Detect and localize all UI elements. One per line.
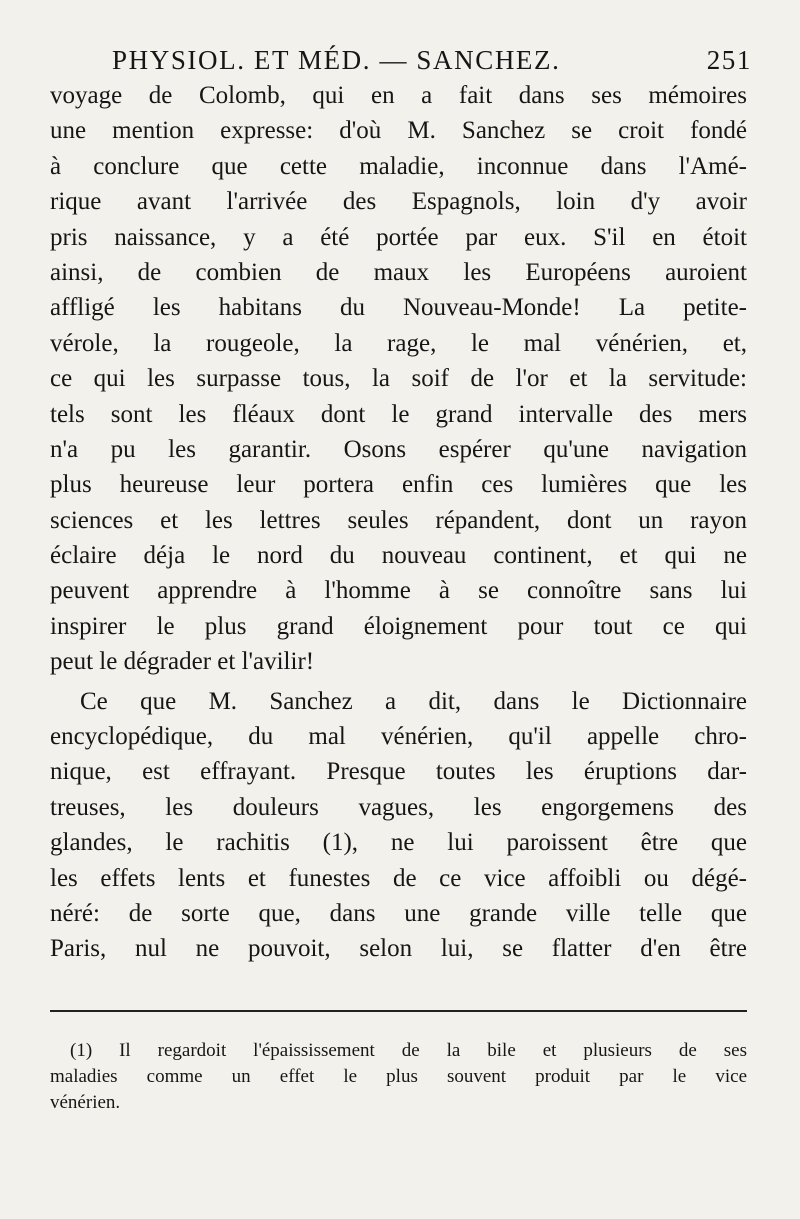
text-line: éclaire déja le nord du nouveau continent, et qui ne [50, 542, 747, 570]
text-line: vérole, la rougeole, la rage, le mal vénérien, et, [50, 329, 747, 357]
text-line: pris naissance, y a été portée par eux. S'il en étoit [50, 223, 747, 251]
text-line: voyage de Colomb, qui en a fait dans ses mémoires [50, 82, 747, 109]
text-line: Paris, nul ne pouvoit, selon lui, se flatter d'en être [50, 935, 747, 963]
text-line: une mention expresse: d'où M. Sanchez se croit fondé [50, 117, 747, 145]
text-line: Ce que M. Sanchez a dit, dans le Dictionnaire [80, 687, 747, 715]
running-title: PHYSIOL. ET MÉD. — SANCHEZ. [112, 44, 561, 75]
text-line: plus heureuse leur portera enfin ces lumières que les [50, 471, 747, 499]
text-line: inspirer le plus grand éloignement pour tout ce qui [50, 612, 747, 640]
text-line: encyclopédique, du mal vénérien, qu'il appelle chro- [50, 723, 747, 751]
text-line: nique, est effrayant. Presque toutes les éruptions dar- [50, 758, 747, 786]
text-line: peuvent apprendre à l'homme à se connoître sans lui [50, 577, 747, 605]
text-line: sciences et les lettres seules répandent, dont un rayon [50, 506, 747, 534]
paragraph-1 [50, 78, 747, 680]
text-line: ainsi, de combien de maux les Européens auroient [50, 258, 747, 286]
text-line: affligé les habitans du Nouveau-Monde! La petite- [50, 294, 747, 322]
footnote-divider [50, 1010, 747, 1012]
footnote [50, 1038, 747, 1116]
footnote-line: maladies comme un effet le plus souvent produit par le vice [50, 1066, 747, 1087]
page-number: 251 [706, 44, 752, 75]
running-header [112, 40, 752, 80]
text-line: rique avant l'arrivée des Espagnols, loin d'y avoir [50, 188, 747, 216]
text-line: glandes, le rachitis (1), ne lui paroissent être que [50, 829, 747, 857]
footnote-line: (1) Il regardoit l'épaississement de la bile et plusieurs de ses [70, 1040, 747, 1061]
text-line: les effets lents et funestes de ce vice affoibli ou dégé- [50, 864, 747, 892]
text-line: néré: de sorte que, dans une grande ville telle que [50, 899, 747, 927]
text-line: peut le dégrader et l'avilir! [50, 648, 315, 676]
text-line: tels sont les fléaux dont le grand intervalle des mers [50, 400, 747, 428]
paragraph-2 [50, 684, 747, 967]
footnote-line: vénérien. [50, 1092, 121, 1113]
text-line: ce qui les surpasse tous, la soif de l'or et la servitude: [50, 365, 747, 393]
text-line: treuses, les douleurs vagues, les engorgemens des [50, 793, 747, 821]
text-line: à conclure que cette maladie, inconnue dans l'Amé- [50, 152, 747, 180]
text-line: n'a pu les garantir. Osons espérer qu'une navigation [50, 435, 747, 463]
main-text [50, 78, 747, 967]
